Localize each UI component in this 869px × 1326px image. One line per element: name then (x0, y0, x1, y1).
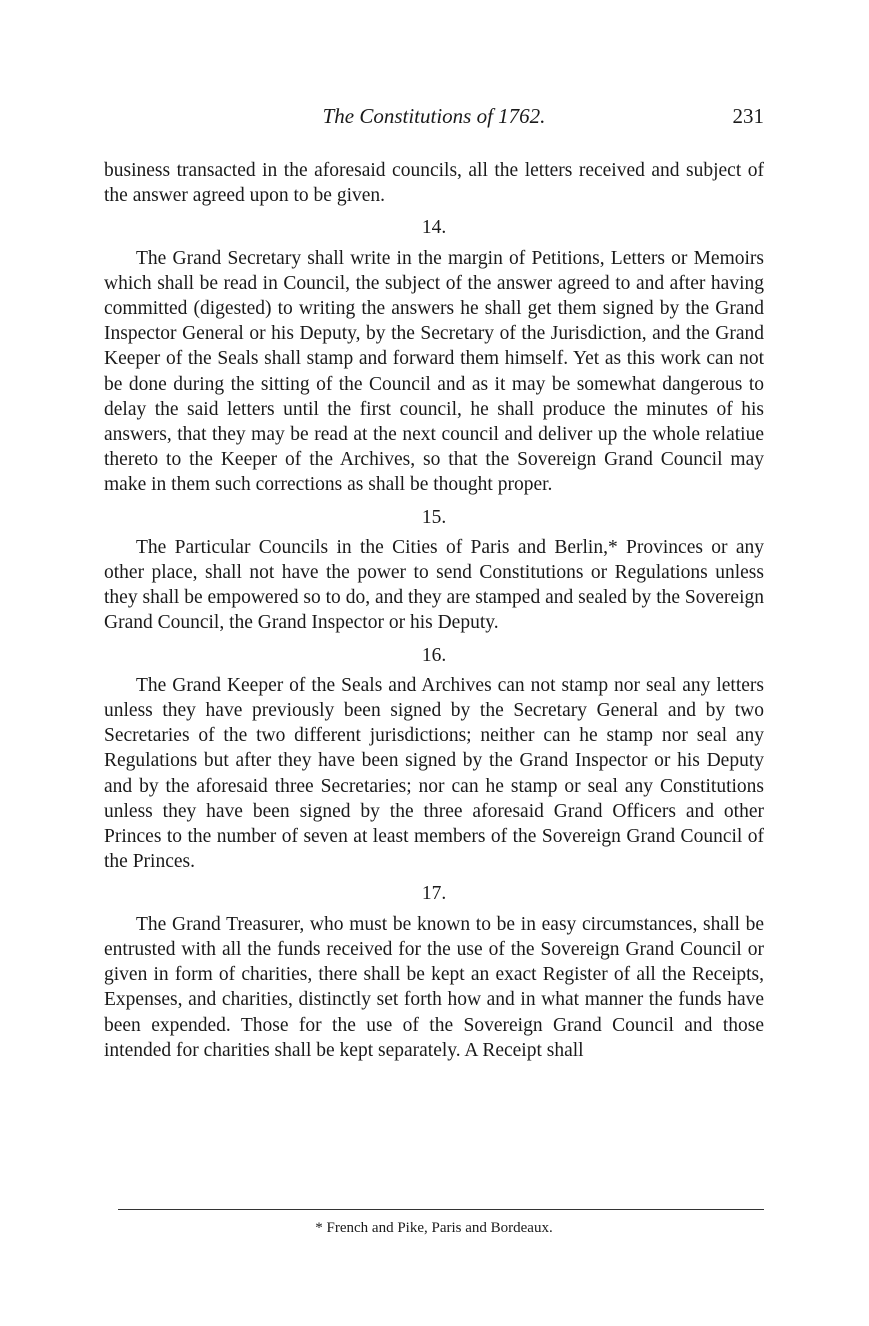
running-head (104, 104, 764, 134)
section-15-paragraph: The Particular Councils in the Cities of Paris and Berlin,* Provinces or any other place, shall not have the power to send Constitutions or Regulations unless they shall be empowered so to do, and they are stamped and sealed by the Sovereign Grand Council, the Grand Inspector or his Deputy. (104, 536, 764, 634)
section-14-paragraph: The Grand Secretary shall write in the margin of Petitions, Letters or Memoirs which shall be read in Council, the subject of the answer agreed to and after having committed (digested) to writing the answers he shall get them signed by the Grand Inspector General or his Deputy, by the Secretary of the Jurisdiction, and the Grand Keeper of the Seals shall stamp and forward them himself. Yet as this work can not be done during the sitting of the Council and as it may be somewhat dangerous to delay the said letters until the first council, he shall produce the minutes of his answers, that they may be read at the next council and deliver up the whole relatiue thereto to the Keeper of the Archives, so that the Sovereign Grand Council may make in them such corrections as shall be thought proper. (104, 247, 764, 496)
section-number-17: 17. (421, 883, 447, 905)
page-number: 231 (732, 104, 764, 128)
running-title: The Constitutions of 1762. (322, 104, 546, 128)
section-16-paragraph: The Grand Keeper of the Seals and Archives can not stamp nor seal any letters unless they have previously been signed by the Secretary General and by two Secretaries of the two different jurisdictions; neither can he stamp nor seal any Regulations but after they have been signed by the Grand Inspector or his Deputy and by the aforesaid three Secretaries; nor can he stamp or seal any Constitutions unless they have been signed by the three aforesaid Grand Officers and other Princes to the number of seven at least members of the Sovereign Grand Council of the Princes. (104, 674, 764, 873)
section-number-16: 16. (421, 644, 447, 666)
footnote: * French and Pike, Paris and Bordeaux. (315, 1220, 553, 1236)
continuation-paragraph: business transacted in the aforesaid councils, all the letters received and subject of the answer agreed upon to be given. (104, 160, 764, 207)
page-body (104, 158, 764, 1063)
footnote-rule (118, 1209, 764, 1210)
section-17-paragraph: The Grand Treasurer, who must be known to be in easy circumstances, shall be entrusted with all the funds received for the use of the Sovereign Grand Council or given in form of charities, there shall be kept an exact Register of all the Receipts, Expenses, and charities, distinctly set forth how and in what manner the funds have been expended. Those for the use of the Sovereign Grand Council and those intended for charities shall be kept separately. A Receipt shall (104, 913, 764, 1061)
section-number-14: 14. (421, 217, 447, 239)
section-number-15: 15. (421, 506, 447, 528)
